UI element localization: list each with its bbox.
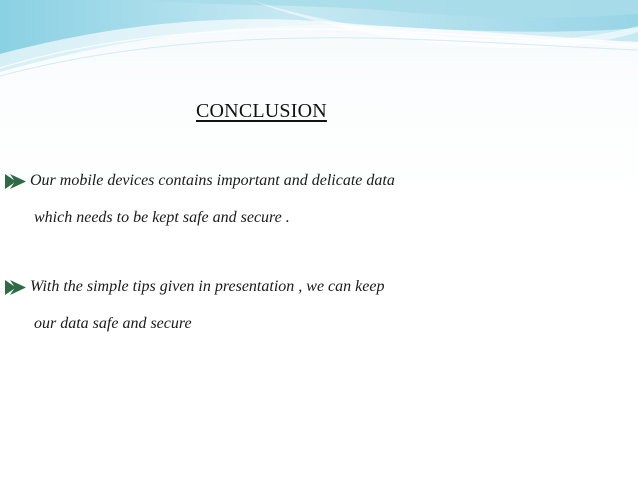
bullet-item — [4, 276, 524, 350]
bullet-text-line: which needs to be kept safe and secure . — [34, 209, 290, 226]
arrow-bullet-icon — [4, 173, 28, 190]
bullet-text-line: Our mobile devices contains important and delicate data — [30, 172, 395, 189]
arrow-bullet-icon — [4, 279, 28, 296]
bullet-item — [4, 170, 524, 244]
decorative-wave-header — [0, 0, 638, 80]
bullet-text-line: With the simple tips given in presentation , we can keep — [30, 278, 385, 295]
slide-title: CONCLUSION — [196, 100, 327, 122]
bullet-text-line: our data safe and secure — [34, 315, 192, 332]
